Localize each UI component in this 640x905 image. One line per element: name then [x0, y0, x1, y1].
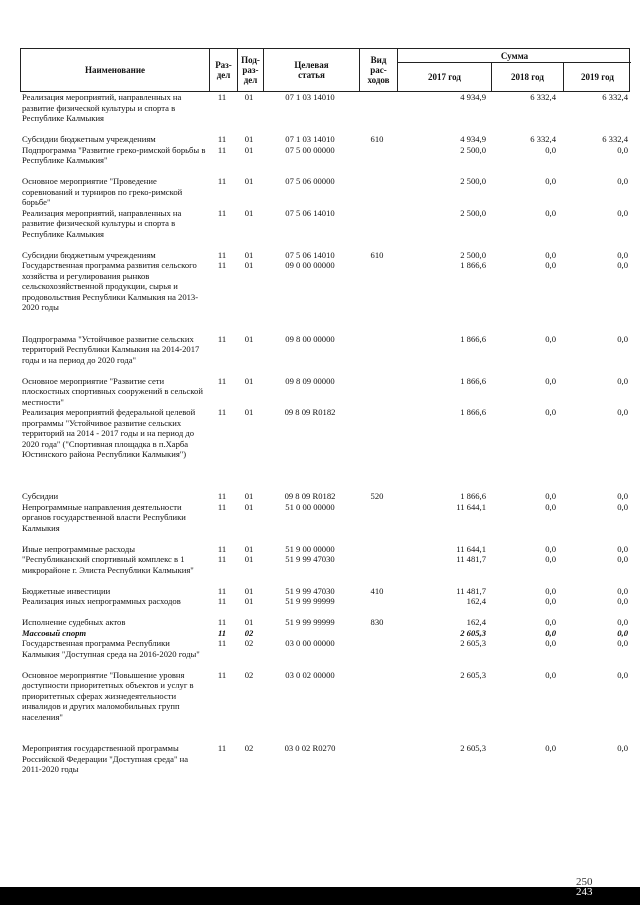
- table-row: [20, 92, 630, 134]
- row-name: Основное мероприятие "Повышение уровня доступности приоритетных объектов и услуг в приоритетных сферах жизнедеятельности инвалидов и других маломобильных групп населения": [22, 669, 194, 722]
- row-target: 51 9 99 99999: [285, 617, 335, 627]
- row-name: Государственная программа развития сельского хозяйства и регулирования рынков сельскохозяйственной продукции, сырья и продовольствия Республики Калмыкия на 2013-2020 годы: [22, 260, 199, 312]
- row-podrazdel: 01: [244, 554, 254, 564]
- row-target: 03 0 02 00000: [285, 669, 335, 680]
- row-name: Подпрограмма "Устойчивое развитие сельских территорий Республики Калмыкия на 2014-2017 годы и на период до 2020 года": [22, 333, 200, 365]
- row-podrazdel: 02: [244, 743, 254, 753]
- row-sum-2017: 2 605,3: [460, 638, 486, 648]
- table-row: [20, 586, 630, 597]
- row-target: 51 0 00 00000: [285, 501, 335, 512]
- table-row: [20, 638, 630, 670]
- row-sum-2018: 0,0: [545, 407, 556, 417]
- row-target: 51 9 00 00000: [285, 543, 335, 554]
- table-header: [20, 48, 630, 92]
- row-target: 09 8 00 00000: [285, 333, 335, 344]
- row-name: Реализация иных непрограммных расходов: [22, 596, 181, 606]
- row-sum-2017: 2 605,3: [460, 627, 486, 638]
- row-sum-2018: 0,0: [545, 375, 556, 386]
- row-podrazdel: 01: [244, 92, 254, 102]
- row-name: Мероприятия государственной программы Российской Федерации "Доступная среда" на 2011-2020 годы: [22, 743, 189, 774]
- row-sum-2019: 6 332,4: [602, 92, 628, 102]
- row-razdel: 11: [217, 134, 227, 144]
- row-sum-2019: 0,0: [617, 743, 628, 753]
- table-row: [20, 145, 630, 177]
- row-target: 07 1 03 14010: [285, 92, 335, 102]
- row-razdel: 11: [217, 491, 227, 501]
- row-podrazdel: 01: [244, 144, 254, 155]
- row-target: 07 5 06 14010: [285, 207, 335, 218]
- row-razdel: 11: [217, 144, 227, 155]
- row-sum-2018: 0,0: [545, 585, 556, 596]
- table-row: [20, 176, 630, 208]
- row-sum-2018: 0,0: [545, 543, 556, 554]
- row-razdel: 11: [217, 743, 227, 753]
- row-vid: 610: [370, 134, 384, 144]
- row-vid: 610: [370, 249, 384, 260]
- row-name: Массовый спорт: [22, 627, 87, 638]
- table-row: [20, 502, 630, 544]
- row-razdel: 11: [217, 617, 227, 627]
- row-target: 51 9 99 47030: [285, 554, 335, 564]
- row-target: 51 9 99 47030: [285, 585, 335, 596]
- row-razdel: 11: [217, 501, 227, 512]
- row-sum-2017: 2 500,0: [460, 207, 486, 218]
- header-razdel: Раз- дел: [209, 49, 237, 91]
- row-name: Основное мероприятие "Развитие сети плоскостных спортивных сооружений в сельской местности": [22, 375, 203, 407]
- row-razdel: 11: [217, 176, 227, 186]
- row-sum-2018: 0,0: [545, 743, 556, 753]
- row-sum-2019: 0,0: [617, 176, 628, 186]
- footer-bar: [0, 887, 640, 905]
- row-podrazdel: 01: [244, 333, 254, 344]
- row-podrazdel: 01: [244, 134, 254, 144]
- page-number-bottom: 243: [576, 886, 593, 898]
- row-sum-2017: 11 481,7: [456, 554, 486, 564]
- row-target: 09 0 00 00000: [285, 260, 335, 270]
- row-podrazdel: 01: [244, 207, 254, 218]
- row-sum-2017: 2 605,3: [460, 743, 486, 753]
- row-sum-2018: 0,0: [545, 144, 556, 155]
- row-razdel: 11: [217, 333, 227, 344]
- row-sum-2017: 2 500,0: [460, 144, 486, 155]
- row-razdel: 11: [217, 375, 227, 386]
- row-target: 07 5 00 00000: [285, 144, 335, 155]
- row-podrazdel: 01: [244, 260, 254, 270]
- row-sum-2019: 0,0: [617, 207, 628, 218]
- row-sum-2018: 0,0: [545, 554, 556, 564]
- row-sum-2017: 1 866,6: [460, 491, 486, 501]
- page-number-top: 250: [576, 876, 593, 888]
- row-podrazdel: 01: [244, 491, 254, 501]
- row-sum-2018: 6 332,4: [530, 134, 556, 144]
- row-target: 09 8 09 R0182: [284, 491, 336, 501]
- row-sum-2017: 4 934,9: [460, 92, 486, 102]
- row-sum-2018: 0,0: [545, 617, 556, 627]
- header-vid: Вид рас- ходов: [359, 49, 397, 91]
- row-podrazdel: 02: [244, 638, 254, 648]
- row-razdel: 11: [217, 92, 227, 102]
- row-sum-2018: 0,0: [545, 491, 556, 501]
- row-sum-2018: 0,0: [545, 638, 556, 648]
- row-razdel: 11: [217, 207, 227, 218]
- row-sum-2019: 0,0: [617, 596, 628, 606]
- row-sum-2017: 1 866,6: [460, 333, 486, 344]
- row-sum-2019: 0,0: [617, 554, 628, 564]
- row-sum-2017: 1 866,6: [460, 375, 486, 386]
- row-target: 03 0 02 R0270: [284, 743, 336, 753]
- row-name: "Республиканский спортивный комплекс в 1 микрорайоне г. Элиста Республики Калмыкия": [22, 554, 194, 575]
- row-podrazdel: 01: [244, 375, 254, 386]
- row-name: Реализация мероприятий, направленных на развитие физической культуры и спорта в Республике Калмыкия: [22, 92, 182, 123]
- row-sum-2019: 0,0: [617, 491, 628, 501]
- row-sum-2017: 1 866,6: [460, 260, 486, 270]
- table-row: [20, 491, 630, 502]
- budget-table: [20, 48, 630, 775]
- row-podrazdel: 01: [244, 176, 254, 186]
- row-podrazdel: 01: [244, 501, 254, 512]
- row-name: Реализация мероприятий федеральной целевой программы "Устойчивое развитие сельских территорий на 2014 - 2017 годы и на период до 2020 года" ("Спортивная площадка в п.Харба Юстинского района Республики Калмыкия"): [22, 407, 196, 459]
- table-row: [20, 376, 630, 408]
- row-name: Исполнение судебных актов: [22, 617, 126, 627]
- header-year-2017: 2017 год: [397, 63, 491, 91]
- row-razdel: 11: [217, 585, 227, 596]
- row-sum-2019: 6 332,4: [602, 134, 628, 144]
- row-razdel: 11: [217, 407, 227, 417]
- table-row: [20, 208, 630, 250]
- header-year-2018: 2018 год: [491, 63, 563, 91]
- header-podrazdel: Под- раз- дел: [237, 49, 263, 91]
- row-sum-2018: 0,0: [545, 669, 556, 680]
- row-podrazdel: 02: [244, 669, 254, 680]
- row-podrazdel: 01: [244, 543, 254, 554]
- row-sum-2019: 0,0: [617, 627, 628, 638]
- row-target: 03 0 00 00000: [285, 638, 335, 648]
- row-sum-2017: 1 866,6: [460, 407, 486, 417]
- table-row: [20, 617, 630, 628]
- row-name: Субсидии бюджетным учреждениям: [22, 249, 156, 260]
- table-row: [20, 596, 630, 617]
- table-row: [20, 628, 630, 639]
- row-name: Подпрограмма "Развитие греко-римской борьбы в Республике Калмыкия": [22, 144, 206, 165]
- row-sum-2017: 2 605,3: [460, 669, 486, 680]
- row-name: Субсидии бюджетным учреждениям: [22, 134, 156, 144]
- row-sum-2018: 0,0: [545, 333, 556, 344]
- row-razdel: 11: [217, 249, 227, 260]
- row-name: Основное мероприятие "Проведение соревнований и турниров по греко-римской борьбе": [22, 176, 183, 207]
- row-podrazdel: 02: [244, 627, 254, 638]
- row-sum-2019: 0,0: [617, 638, 628, 648]
- row-name: Непрограммные направления деятельности органов государственной власти Республики Калмыкия: [22, 501, 186, 533]
- row-sum-2019: 0,0: [617, 407, 628, 417]
- row-sum-2018: 0,0: [545, 207, 556, 218]
- row-razdel: 11: [217, 669, 227, 680]
- row-sum-2017: 2 500,0: [460, 249, 486, 260]
- row-sum-2019: 0,0: [617, 543, 628, 554]
- row-name: Реализация мероприятий, направленных на развитие физической культуры и спорта в Республике Калмыкия: [22, 207, 182, 239]
- row-sum-2019: 0,0: [617, 249, 628, 260]
- row-sum-2018: 0,0: [545, 249, 556, 260]
- row-sum-2018: 0,0: [545, 260, 556, 270]
- table-row: [20, 334, 630, 376]
- row-podrazdel: 01: [244, 249, 254, 260]
- row-target: 09 8 09 R0182: [284, 407, 336, 417]
- row-sum-2019: 0,0: [617, 617, 628, 627]
- row-sum-2017: 11 644,1: [456, 501, 486, 512]
- row-vid: 520: [370, 491, 384, 501]
- row-name: Иные непрограммные расходы: [22, 543, 135, 554]
- row-vid: 830: [370, 617, 384, 627]
- row-target: 09 8 09 00000: [285, 375, 335, 386]
- row-sum-2018: 0,0: [545, 627, 556, 638]
- row-sum-2017: 162,4: [466, 617, 486, 627]
- header-target: Целевая статья: [263, 49, 359, 91]
- row-razdel: 11: [217, 627, 227, 638]
- row-sum-2018: 0,0: [545, 176, 556, 186]
- header-year-2019: 2019 год: [563, 63, 631, 91]
- row-target: 07 5 06 00000: [285, 176, 335, 186]
- row-razdel: 11: [217, 596, 227, 606]
- row-sum-2019: 0,0: [617, 585, 628, 596]
- row-sum-2018: 0,0: [545, 596, 556, 606]
- row-sum-2017: 2 500,0: [460, 176, 486, 186]
- row-sum-2019: 0,0: [617, 501, 628, 512]
- row-podrazdel: 01: [244, 617, 254, 627]
- row-sum-2017: 162,4: [466, 596, 486, 606]
- row-sum-2017: 11 481,7: [456, 585, 486, 596]
- row-name: Субсидии: [22, 491, 59, 501]
- row-target: 07 1 03 14010: [285, 134, 335, 144]
- table-row: [20, 670, 630, 744]
- row-sum-2019: 0,0: [617, 333, 628, 344]
- row-name: Государственная программа Республики Калмыкия "Доступная среда на 2016-2020 годы": [22, 638, 200, 659]
- header-name: Наименование: [85, 65, 145, 75]
- row-sum-2019: 0,0: [617, 375, 628, 386]
- table-row: [20, 743, 630, 775]
- row-sum-2018: 0,0: [545, 501, 556, 512]
- row-razdel: 11: [217, 260, 227, 270]
- row-sum-2019: 0,0: [617, 144, 628, 155]
- row-name: Бюджетные инвестиции: [22, 585, 111, 596]
- table-row: [20, 544, 630, 555]
- row-sum-2018: 6 332,4: [530, 92, 556, 102]
- row-vid: 410: [370, 585, 384, 596]
- table-body: [20, 92, 630, 775]
- header-sum: Сумма: [397, 49, 631, 63]
- row-podrazdel: 01: [244, 596, 254, 606]
- row-razdel: 11: [217, 638, 227, 648]
- row-sum-2017: 11 644,1: [456, 543, 486, 554]
- table-row: [20, 134, 630, 145]
- row-podrazdel: 01: [244, 585, 254, 596]
- table-row: [20, 554, 630, 586]
- row-podrazdel: 01: [244, 407, 254, 417]
- table-row: [20, 407, 630, 491]
- row-razdel: 11: [217, 543, 227, 554]
- row-target: 51 9 99 99999: [285, 596, 335, 606]
- row-sum-2019: 0,0: [617, 260, 628, 270]
- row-razdel: 11: [217, 554, 227, 564]
- row-target: 07 5 06 14010: [285, 249, 335, 260]
- row-sum-2017: 4 934,9: [460, 134, 486, 144]
- row-sum-2019: 0,0: [617, 669, 628, 680]
- table-row: [20, 260, 630, 334]
- table-row: [20, 250, 630, 261]
